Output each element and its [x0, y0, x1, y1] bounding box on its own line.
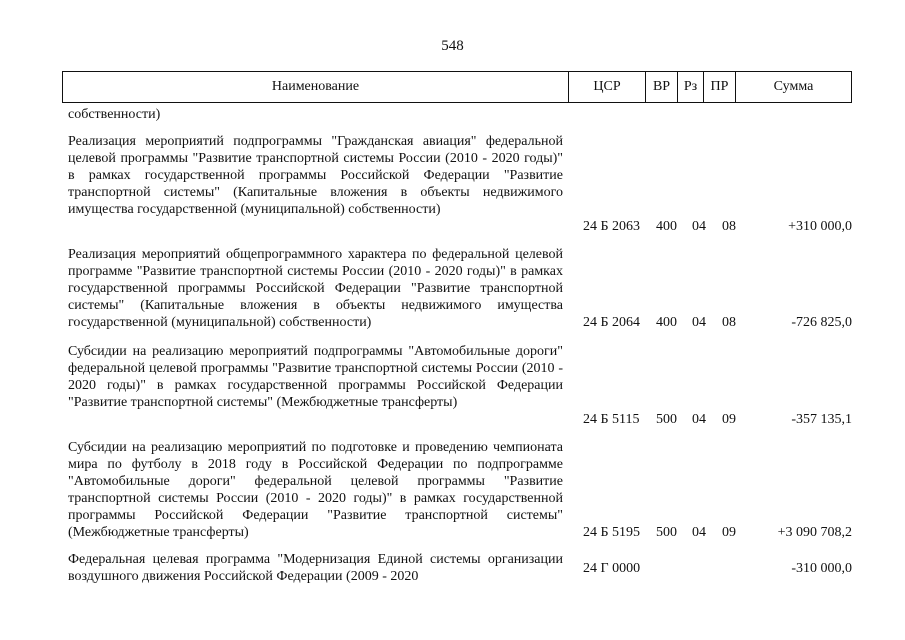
row-rz: 04	[692, 525, 706, 540]
row-csr: 24 Б 2064	[583, 315, 641, 330]
row-csr: 24 Г 0000	[583, 561, 641, 576]
row-name: Субсидии на реализацию мероприятий подпрограммы "Автомобильные дороги" федеральной целевой программы "Развитие транспортной системы России (2010 - 2020 годы)" в рамках государственной программы Российской Федерации "Развитие транспортной системы" (Межбюджетные трансферты)	[68, 344, 563, 410]
row-csr: 24 Б 5115	[583, 412, 640, 427]
page-number: 548	[441, 38, 464, 54]
row-sum: -726 825,0	[791, 315, 852, 330]
row-vr: 500	[656, 525, 677, 540]
row-rz: 04	[692, 219, 706, 234]
row-csr: 24 Б 5195	[583, 525, 641, 540]
row-sum: +3 090 708,2	[777, 525, 852, 540]
row-vr: 400	[656, 219, 677, 234]
row-sum: -357 135,1	[791, 412, 852, 427]
row-sum: +310 000,0	[788, 219, 852, 234]
row-sum: -310 000,0	[791, 561, 852, 576]
row-rz: 04	[692, 315, 706, 330]
row-name: Федеральная целевая программа "Модернизация Единой системы организации воздушного движения Российской Федерации (2009 - 2020	[68, 552, 563, 584]
row-name: Реализация мероприятий подпрограммы "Гражданская авиация" федеральной целевой программы "Развитие транспортной системы России (2010 - 2020 годы)" в рамках государственной программы Российской Федерации "Развитие транспортной системы" (Капитальные вложения в объекты недвижимого имущества государственной (муниципальной) собственности)	[68, 134, 563, 217]
header-sum: Сумма	[735, 72, 851, 102]
header-csr: ЦСР	[568, 72, 645, 102]
row-name: Реализация мероприятий общепрограммного характера по федеральной целевой программе "Развитие транспортной системы России (2010 - 2020 годы)" в рамках государственной программы Российской Федерации "Развитие транспортной системы" (Капитальные вложения в объекты недвижимого имущества государственной (муниципальной) собственности)	[68, 247, 563, 330]
row-pr: 08	[722, 315, 736, 330]
header-pr: ПР	[703, 72, 735, 102]
row-pr: 09	[722, 412, 736, 427]
header-rz: Рз	[677, 72, 703, 102]
table-header	[62, 71, 852, 103]
row-vr: 500	[656, 412, 677, 427]
header-vr: ВР	[645, 72, 677, 102]
row-pr: 09	[722, 525, 736, 540]
header-name: Наименование	[271, 79, 360, 94]
row-pr: 08	[722, 219, 736, 234]
row-vr: 400	[656, 315, 677, 330]
row-rz: 04	[692, 412, 706, 427]
row-name: Субсидии на реализацию мероприятий по подготовке и проведению чемпионата мира по футболу в 2018 году в Российской Федерации по подпрограмме "Автомобильные дороги" федеральной целевой программы "Развитие транспортной системы России (2010 - 2020 годы)" в рамках государственной программы Российской Федерации "Развитие транспортной системы" (Межбюджетные трансферты)	[68, 440, 563, 540]
continuation-text: собственности)	[68, 107, 161, 122]
row-csr: 24 Б 2063	[583, 219, 641, 234]
